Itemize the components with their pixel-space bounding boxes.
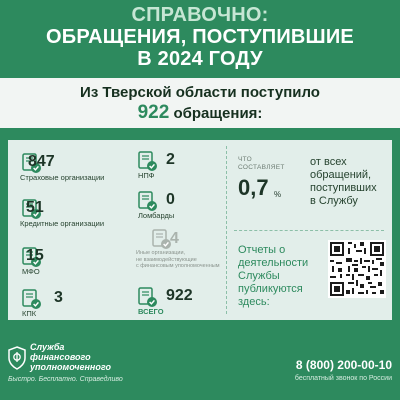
document-check-icon [136,286,158,308]
document-check-icon [20,288,42,310]
headline-line-1: СПРАВОЧНО: [131,4,269,26]
qr-code-icon [328,240,386,298]
stat-value: 922 [166,287,193,304]
reports-line: Службы [238,270,280,282]
share-text-line: от всех [310,156,347,168]
stat-label-line: не взаимодействующие [136,256,197,263]
reports-line: здесь: [238,296,270,308]
phone-note: бесплатный звонок по России [294,375,392,382]
document-check-icon [136,190,158,212]
org-name [30,342,111,372]
share-prefix [238,156,285,171]
banner-total: 922 [137,102,170,123]
total-banner [0,78,400,128]
headline-line-2: ОБРАЩЕНИЯ, ПОСТУПИВШИЕ [46,26,354,48]
reports-line: деятельности [238,257,309,269]
stat-label: Страховые организации [20,173,105,182]
share-text-line: поступивших [310,182,377,194]
reports-text [238,244,318,309]
reports-line: Отчеты о [238,244,286,256]
shield-logo-icon [8,346,26,370]
vertical-divider [226,146,227,314]
headline-line-3: В 2024 ГОДУ [137,48,263,70]
stat-label [136,250,220,270]
share-text [310,156,388,208]
reports-line: публикуются [238,283,303,295]
stat-label-line: с финансовым уполномоченным [136,263,220,269]
stat-value: 847 [28,153,55,170]
org-name-line: Служба [30,342,65,352]
document-check-icon [150,228,172,250]
stat-label-line: Иные организации, [136,250,186,256]
stat-label: Ломбарды [138,211,175,220]
stat-value: 3 [54,289,63,306]
stat-value: 51 [26,199,44,216]
document-check-icon [136,150,158,172]
share-block [238,156,388,216]
stat-label: НПФ [138,171,155,180]
share-prefix-line: СОСТАВЛЯЕТ [238,163,285,171]
share-percent-sign: % [274,190,282,199]
stat-label: МФО [22,267,40,276]
horizontal-divider [234,230,384,231]
stat-label: ВСЕГО [138,307,164,316]
headline [0,4,400,70]
stat-value: 0 [166,191,175,208]
stat-label: КПК [22,309,37,318]
slogan: Быстро. Бесплатно. Справедливо [8,376,123,383]
share-percent: 0,7 [238,175,269,200]
banner-count-line [0,102,400,125]
qr-code[interactable] [328,240,386,298]
phone-number[interactable]: 8 (800) 200-00-10 [295,358,392,372]
stat-value: 4 [170,230,179,247]
share-text-line: обращений, [310,169,372,181]
banner-suffix: обращения: [169,105,263,122]
stat-value: 2 [166,151,175,168]
share-text-line: в Службу [310,195,358,207]
org-name-line: уполномоченного [30,362,111,372]
stat-value: 15 [26,247,44,264]
org-name-line: финансового [30,352,91,362]
share-prefix-line: ЧТО [238,156,252,163]
stat-label: Кредитные организации [20,219,105,228]
banner-intro: Из Тверской области поступило [80,84,320,101]
